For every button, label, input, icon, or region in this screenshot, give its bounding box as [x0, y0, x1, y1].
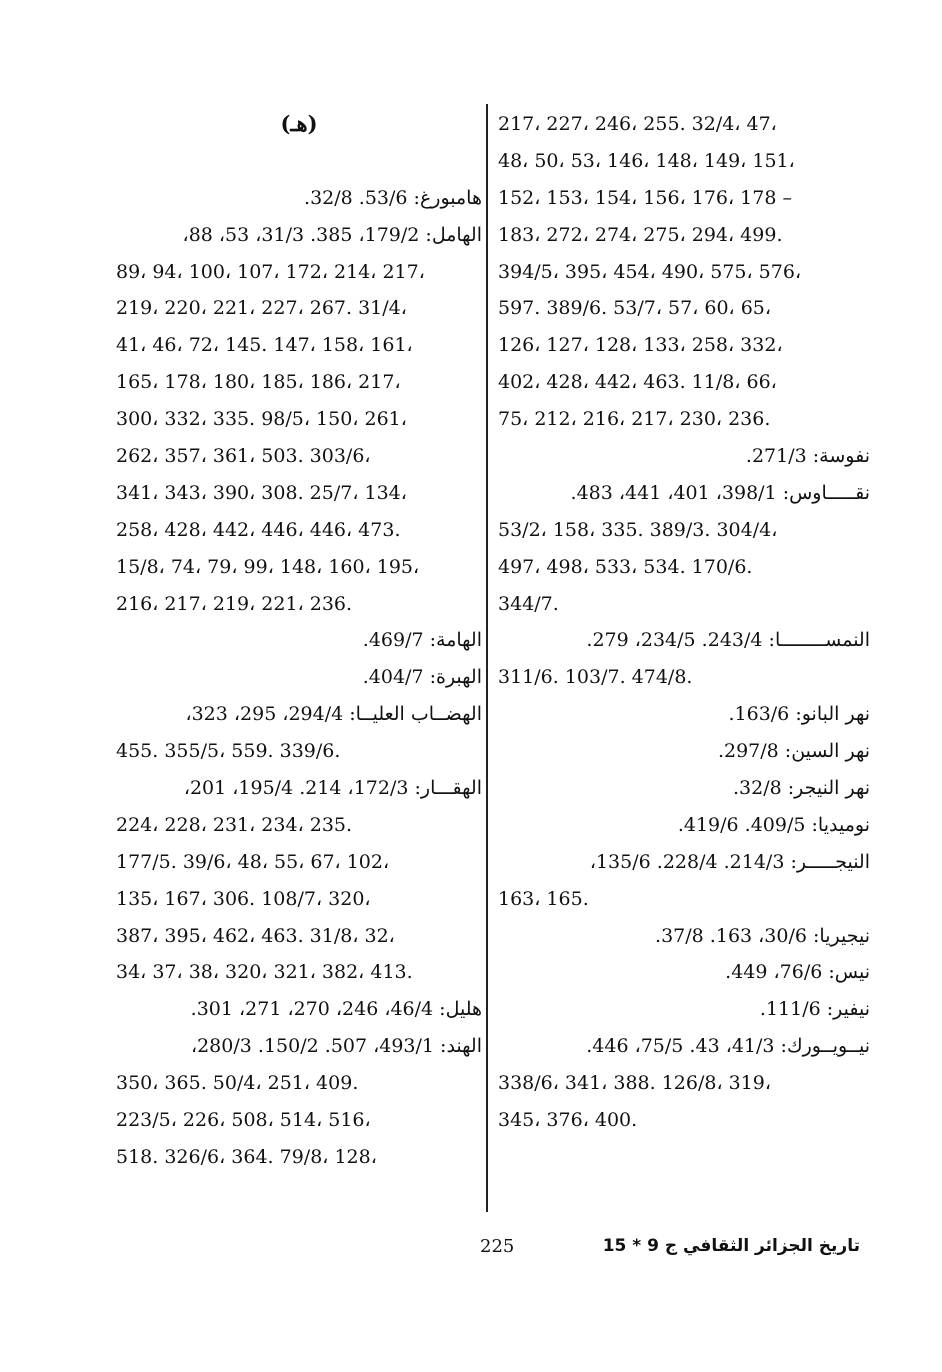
index-entry: هامبورغ: 53/6. 32/8. — [304, 186, 482, 209]
index-entry: النمســــــــا: 243/4. 234/5، 279. — [586, 629, 870, 652]
index-entry: الهضــاب العليــا: 294/4، 295، 323، — [185, 703, 482, 726]
index-entry-continuation: 344/7. — [498, 592, 559, 615]
index-entry: 48، 50، 53، 146، 148، 149، 151، — [498, 149, 795, 172]
index-entry: نهر النيجر: 32/8. — [732, 777, 870, 800]
index-entry-continuation: 53/2، 158، 335. 389/3. 304/4، — [498, 518, 778, 541]
index-entry-continuation: 341، 343، 390، 308. 25/7، 134، — [116, 481, 407, 504]
index-entry-continuation: 455. 355/5، 559. 339/6. — [116, 740, 341, 763]
index-entry: الهند: 493/1، 507. 150/2. 280/3، — [190, 1035, 482, 1058]
index-entry: 152، 153، 154، 156، 176، 178 – — [498, 186, 792, 209]
index-entry: 402، 428، 442، 463. 11/8، 66، — [498, 371, 777, 394]
index-entry-continuation: 219، 220، 221، 227، 267. 31/4، — [116, 297, 407, 320]
index-entry-continuation: 135، 167، 306. 108/7، 320، — [116, 887, 371, 910]
index-entry-continuation: 165، 178، 180، 185، 186، 217، — [116, 371, 401, 394]
index-entry-continuation: 387، 395، 462، 463. 31/8، 32، — [116, 924, 395, 947]
index-entry-continuation: 15/8، 74، 79، 99، 148، 160، 195، — [116, 555, 420, 578]
index-entry: نوميديا: 409/5. 419/6. — [677, 813, 870, 836]
index-entry-continuation: 497، 498، 533، 534. 170/6. — [498, 555, 753, 578]
index-entry-continuation: 311/6. 103/7. 474/8. — [498, 666, 693, 689]
index-entry-continuation: 41، 46، 72، 145. 147، 158، 161، — [116, 334, 413, 357]
index-entry: نيجيريا: 30/6، 163. 37/8. — [655, 924, 870, 947]
index-entry: الهبرة: 404/7. — [362, 666, 482, 689]
index-entry: 126، 127، 128، 133، 258، 332، — [498, 334, 783, 357]
index-entry: 394/5، 395، 454، 490، 575، 576، — [498, 260, 802, 283]
index-entry: نفوسة: 271/3. — [745, 445, 870, 468]
index-entry-continuation: 224، 228، 231، 234، 235. — [116, 813, 353, 836]
index-entry-continuation: 177/5. 39/6، 48، 55، 67، 102، — [116, 850, 390, 873]
index-entry: 183، 272، 274، 275، 294، 499. — [498, 223, 783, 246]
index-entry-continuation: 345، 376، 400. — [498, 1109, 638, 1132]
index-entry-continuation: 163، 165. — [498, 887, 589, 910]
index-entry: 597. 389/6. 53/7، 57، 60، 65، — [498, 297, 772, 320]
page-number: 225 — [480, 1236, 515, 1257]
index-entry-continuation: 223/5، 226، 508، 514، 516، — [116, 1109, 371, 1132]
index-entry-continuation: 518. 326/6، 364. 79/8، 128، — [116, 1145, 377, 1168]
index-column-left — [116, 106, 482, 1176]
index-entry-continuation: 216، 217، 219، 221، 236. — [116, 592, 353, 615]
index-entry-continuation: 34، 37، 38، 320، 321، 382، 413. — [116, 961, 413, 984]
index-entry: نقـــــاوس: 398/1، 401، 441، 483. — [570, 481, 870, 504]
index-entry: 217، 227، 246، 255. 32/4، 47، — [498, 113, 777, 135]
index-entry-continuation: 338/6، 341، 388. 126/8، 319، — [498, 1072, 772, 1095]
index-entry: النيجـــــر: 214/3. 228/4. 135/6، — [589, 850, 870, 873]
index-entry: هليل: 46/4، 246، 270، 271، 301. — [190, 998, 482, 1021]
section-spacer — [116, 143, 482, 180]
index-entry-continuation: 258، 428، 442، 446، 446، 473. — [116, 518, 401, 541]
index-entry: الهقـــار: 172/3، 214. 195/4، 201، — [183, 777, 482, 800]
running-footer-title: تاريخ الجزائر الثقافي ج 9 * 15 — [602, 1236, 860, 1256]
index-entry: نيــويــورك: 41/3، 43. 75/5، 446. — [586, 1035, 870, 1058]
column-divider — [486, 104, 488, 1212]
index-entry: نهر البانو: 163/6. — [728, 703, 870, 726]
index-entry-continuation: 350، 365. 50/4، 251، 409. — [116, 1072, 359, 1095]
section-letter-heading: (هـ) — [280, 111, 318, 136]
index-entry-continuation: 89، 94، 100، 107، 172، 214، 217، — [116, 260, 425, 283]
index-entry: نيس: 76/6، 449. — [725, 961, 870, 984]
index-column-right — [498, 106, 870, 1139]
index-entry: الهامل: 179/2، 385. 31/3، 53، 88، — [182, 223, 482, 246]
index-entry: نيفير: 111/6. — [759, 998, 870, 1021]
index-entry: الهامة: 469/7. — [362, 629, 482, 652]
index-entry: 75، 212، 216، 217، 230، 236. — [498, 408, 771, 431]
index-entry-continuation: 300، 332، 335. 98/5، 150، 261، — [116, 408, 407, 431]
index-entry-continuation: 262، 357، 361، 503. 303/6، — [116, 445, 371, 468]
index-entry: نهر السين: 297/8. — [717, 740, 870, 763]
